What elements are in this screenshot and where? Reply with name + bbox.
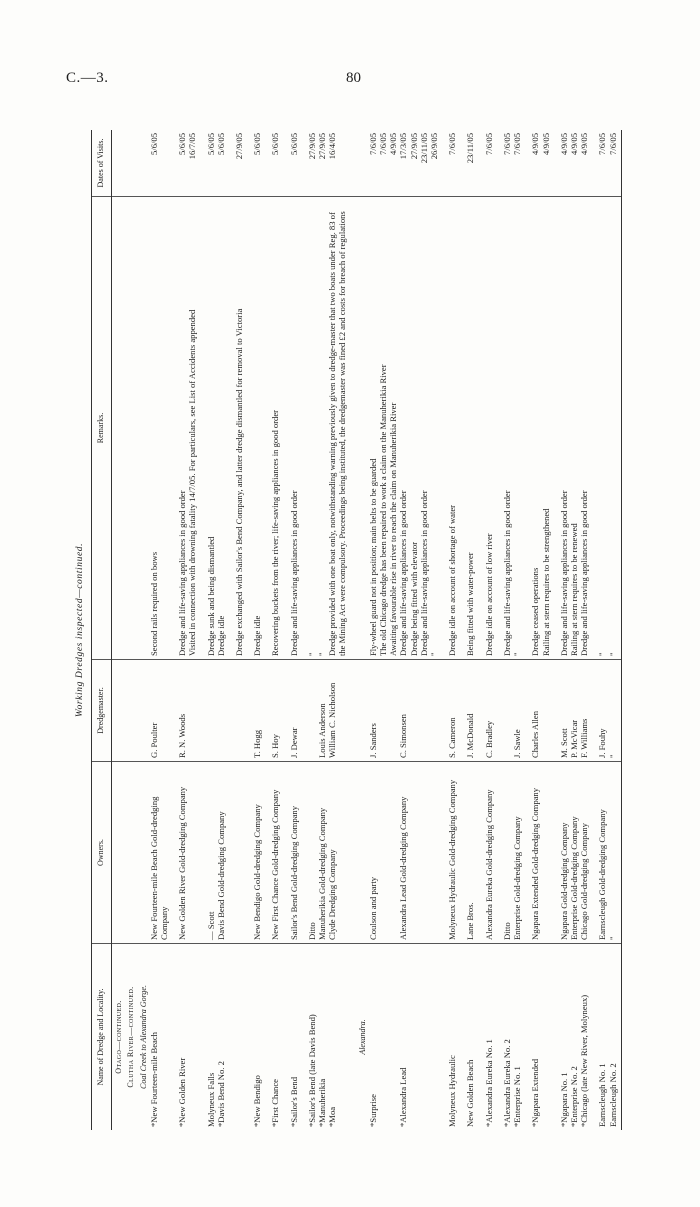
- owner-cell: New Golden River Gold-dredging Company: [177, 762, 187, 944]
- remarks-cell: Dredge sunk and being dismantled: [206, 197, 216, 660]
- dredgemaster-cell: C. Simonsen: [398, 660, 408, 762]
- remarks-cell: Dredge and life-saving appliances in good order: [559, 197, 569, 660]
- dredge-name-cell: [429, 944, 439, 1131]
- remarks-cell: Dredge idle: [252, 197, 262, 660]
- owner-cell: — Scott: [206, 762, 216, 944]
- dredge-name-cell: *Alexandra Eureka No. 1: [483, 1039, 494, 1127]
- table-row: [429, 130, 439, 1130]
- table-row: [216, 130, 226, 1130]
- visit-date-cell: 5/6/05: [216, 130, 226, 197]
- visit-date-cell: 5/6/05: [289, 130, 299, 197]
- dredgemaster-cell: S. Cameron: [447, 660, 457, 762]
- owner-cell: New Fourteen-mile Beach Gold-dredging Company: [149, 762, 169, 944]
- visit-date-cell: 7/6/05: [484, 130, 494, 197]
- table-row: [597, 130, 607, 1130]
- remarks-cell: Railing at stern requires to be renewed: [569, 197, 579, 660]
- dredge-name-cell: [409, 944, 419, 1131]
- dredgemaster-cell: S. Hoy: [270, 660, 280, 762]
- row-spacer: [244, 130, 252, 1130]
- visit-date-cell: 5/6/05: [252, 130, 262, 197]
- remarks-cell: Dredge idle: [216, 197, 226, 660]
- owner-cell: Earnscleugh Gold-dredging Company: [597, 762, 607, 944]
- remarks-cell: Dredge idle on account of shortage of water: [447, 197, 457, 660]
- dredge-name-cell: *New Bendigo: [252, 1075, 263, 1127]
- table-row: [409, 130, 419, 1130]
- dredge-name-cell: *Chicago (late New River, Molyneux): [579, 994, 590, 1127]
- table-row: [465, 130, 475, 1130]
- dredge-name-cell: [234, 944, 244, 1131]
- visit-date-cell: 4/9/05: [579, 130, 589, 197]
- visit-date-cell: 4/9/05: [559, 130, 569, 197]
- owner-cell: ": [608, 762, 618, 944]
- dredgemaster-cell: R. N. Woods: [177, 660, 187, 762]
- visit-date-cell: 16/4/05: [327, 130, 347, 197]
- row-spacer: [494, 130, 502, 1130]
- table-row: [149, 130, 169, 1130]
- dredgemaster-cell: [409, 660, 419, 762]
- dredge-name-cell: *Sailor's Bend (late Davis Bend): [306, 1014, 317, 1127]
- remarks-cell: Dredge being fitted with elevator: [409, 197, 419, 660]
- visit-date-cell: 5/6/05: [270, 130, 280, 197]
- dredge-name-cell: *Moa: [327, 1106, 338, 1127]
- dredgemaster-cell: G. Poulter: [149, 660, 169, 762]
- row-spacer: [299, 130, 307, 1130]
- owner-cell: [378, 762, 388, 944]
- remarks-cell: ": [307, 197, 317, 660]
- visit-date-cell: 27/9/05: [409, 130, 419, 197]
- table-row: [512, 130, 522, 1130]
- remarks-cell: Dredge provided with one boat only, notwithstanding warning previously given to dredge-master that two boats under Reg. 83 of the Mining Act were compulsory. Proceedings being instituted, the dredgemaster was fined £2 and costs for breach of regulations: [327, 197, 347, 660]
- owner-cell: Clyde Dredging Company: [327, 762, 347, 944]
- owner-cell: [429, 762, 439, 944]
- visit-date-cell: 16/7/05: [187, 130, 197, 197]
- remarks-cell: Being fitted with water-power: [465, 197, 475, 660]
- dredgemaster-cell: [216, 660, 226, 762]
- owner-cell: Sailor's Bend Gold-dredging Company: [289, 762, 299, 944]
- row-spacer: [439, 130, 447, 1130]
- dredge-name-cell: *Alexandra Lead: [398, 1067, 409, 1127]
- visit-date-cell: 23/11/05: [419, 130, 429, 197]
- table-body: [112, 130, 622, 1130]
- remarks-cell: ": [512, 197, 522, 660]
- section-row: [112, 130, 125, 1130]
- dredge-name-cell: [419, 944, 429, 1131]
- owner-cell: [388, 762, 398, 944]
- table-row: [177, 130, 187, 1130]
- dredgemaster-cell: Louis Anderson: [317, 660, 327, 762]
- owner-cell: Ditto: [307, 762, 317, 944]
- remarks-cell: Dredge and life-saving appliances in good order: [419, 197, 429, 660]
- page-number: 80: [346, 70, 361, 86]
- dredgemaster-cell: J. Sawle: [512, 660, 522, 762]
- owner-cell: Lane Bros.: [465, 762, 475, 944]
- dredgemaster-cell: [206, 660, 216, 762]
- table-title: Working Dredges inspected—continued.: [75, 542, 85, 718]
- section-row: [124, 130, 136, 1130]
- section-row: [137, 130, 149, 1130]
- table-row: [608, 130, 618, 1130]
- rotated-table-container: [75, 130, 675, 1130]
- visit-date-cell: 7/6/05: [608, 130, 618, 197]
- remarks-cell: Recovering buckets from the river; life-saving appliances in good order: [270, 197, 280, 660]
- visit-date-cell: 5/6/05: [206, 130, 216, 197]
- remarks-cell: Dredge and life-saving appliances in good order: [502, 197, 512, 660]
- row-spacer: [522, 130, 530, 1130]
- table-row: [307, 130, 317, 1130]
- visit-date-cell: 23/11/05: [465, 130, 475, 197]
- dredgemaster-cell: [388, 660, 398, 762]
- visit-date-cell: 27/9/05: [317, 130, 327, 197]
- table-row: [484, 130, 494, 1130]
- remarks-cell: Fly-wheel guard not in position; main belts to be guarded: [368, 197, 378, 660]
- remarks-cell: ": [597, 197, 607, 660]
- owner-cell: [541, 762, 551, 944]
- visit-date-cell: 17/3/05: [398, 130, 408, 197]
- owner-cell: Alexandra Lead Gold-dredging Company: [398, 762, 408, 944]
- table-bottom-rule: [618, 130, 622, 1130]
- remarks-cell: Dredge and life-saving appliances in good order: [177, 197, 187, 660]
- remarks-cell: Dredge and life-saving appliances in good order: [398, 197, 408, 660]
- row-spacer: [226, 130, 234, 1130]
- dredgemaster-cell: T. Hogg: [252, 660, 262, 762]
- dredgemaster-cell: J. Fouhy: [597, 660, 607, 762]
- owner-cell: [419, 762, 429, 944]
- dredge-name-cell: Molyneux Falls: [205, 1072, 216, 1127]
- table-row: [206, 130, 216, 1130]
- table-row: [289, 130, 299, 1130]
- visit-date-cell: 7/6/05: [512, 130, 522, 197]
- dredge-name-cell: *Enterprise No. 1: [512, 1066, 523, 1127]
- table-row: [317, 130, 327, 1130]
- dredge-name-cell: Molyneux Hydraulic: [447, 1055, 458, 1127]
- table-row: [388, 130, 398, 1130]
- remarks-cell: The old Chicago dredge has been repaired to work a claim on the Manuherikia River: [378, 197, 388, 660]
- dredge-name-cell: Earnscleugh No. 2: [607, 1063, 618, 1127]
- remarks-cell: Awaiting favourable rise in river to reach the claim on Manuherikia River: [388, 197, 398, 660]
- col-header-owners: Owners.: [92, 762, 112, 944]
- owner-cell: Ditto: [502, 762, 512, 944]
- table-row: [234, 130, 244, 1130]
- table-row: [559, 130, 569, 1130]
- owner-cell: Enterprise Gold-dredging Company: [512, 762, 522, 944]
- row-spacer: [281, 130, 289, 1130]
- dredge-name-cell: *New Golden River: [177, 1057, 188, 1127]
- owner-cell: Ngapara Extended Gold-dredging Company: [530, 762, 540, 944]
- section-alexandra: Alexandra.: [357, 1019, 367, 1055]
- row-spacer: [551, 130, 559, 1130]
- visit-date-cell: 26/9/05: [429, 130, 439, 197]
- dredgemaster-cell: ": [608, 660, 618, 762]
- visit-date-cell: 7/6/05: [502, 130, 512, 197]
- document-reference: C.—3.: [66, 70, 109, 86]
- dredgemaster-cell: [419, 660, 429, 762]
- section-coal-creek: Coal Creek to Alexandra Gorge.: [138, 985, 148, 1089]
- owner-cell: Davis Bend Gold-dredging Company: [216, 762, 226, 944]
- visit-date-cell: 7/6/05: [447, 130, 457, 197]
- visit-date-cell: 4/9/05: [388, 130, 398, 197]
- table-row: [270, 130, 280, 1130]
- visit-date-cell: 4/9/05: [541, 130, 551, 197]
- owner-cell: [409, 762, 419, 944]
- remarks-cell: Dredge and life-saving appliances in good order: [579, 197, 589, 660]
- dredge-name-cell: *Manuherikia: [317, 1078, 328, 1127]
- owner-cell: Alexandra Eureka Gold-dredging Company: [484, 762, 494, 944]
- table-row: [541, 130, 551, 1130]
- owner-cell: [187, 762, 197, 944]
- owner-cell: Molyneux Hydraulic Gold-dredging Company: [447, 762, 457, 944]
- remarks-cell: ": [317, 197, 327, 660]
- owner-cell: New First Chance Gold-dredging Company: [270, 762, 280, 944]
- remarks-cell: Second rails required on bows: [149, 197, 169, 660]
- dredge-name-cell: Earnscleugh No. 1: [597, 1063, 608, 1127]
- row-spacer: [262, 130, 270, 1130]
- table-row: [368, 130, 378, 1130]
- col-header-remarks: Remarks.: [92, 197, 112, 660]
- dredgemaster-cell: F. Williams: [579, 660, 589, 762]
- dredgemaster-cell: [187, 660, 197, 762]
- table-row: [378, 130, 388, 1130]
- col-header-dates: Dates of Visits.: [92, 130, 112, 197]
- dredge-name-cell: *New Fourteen-mile Beach: [148, 1032, 159, 1127]
- dredgemaster-cell: [429, 660, 439, 762]
- dredge-name-cell: *Enterprise No. 2: [568, 1066, 579, 1127]
- row-spacer: [348, 130, 356, 1130]
- table-row: [419, 130, 429, 1130]
- table-row: [579, 130, 589, 1130]
- dredgemaster-cell: [502, 660, 512, 762]
- section-otago: Otago—continued.: [114, 1000, 124, 1074]
- dredge-name-cell: *Davis Bend No. 2: [215, 1061, 226, 1127]
- visit-date-cell: 4/9/05: [530, 130, 540, 197]
- dredgemaster-cell: P. McVicar: [569, 660, 579, 762]
- visit-date-cell: 27/9/05: [234, 130, 244, 197]
- dredge-name-cell: *Surprise: [367, 1094, 378, 1127]
- dredgemaster-cell: William C. Nicholson: [327, 660, 347, 762]
- table-row: [398, 130, 408, 1130]
- dredge-name-cell: [378, 944, 388, 1131]
- remarks-cell: Railing at stern requires to be strengthened: [541, 197, 551, 660]
- dredgemaster-cell: [234, 660, 244, 762]
- dredge-name-cell: New Golden Beach: [465, 1059, 476, 1127]
- row-spacer: [198, 130, 206, 1130]
- table-row: [327, 130, 347, 1130]
- dredge-name-cell: *Sailor's Bend: [288, 1076, 299, 1127]
- dredge-name-cell: *Alexandra Eureka No. 2: [501, 1039, 512, 1127]
- dredgemaster-cell: J. McDonald: [465, 660, 475, 762]
- row-spacer: [476, 130, 484, 1130]
- table-row: [502, 130, 512, 1130]
- dredgemaster-cell: Charles Allen: [530, 660, 540, 762]
- dredgemaster-cell: C. Bradley: [484, 660, 494, 762]
- dredgemaster-cell: M. Scott: [559, 660, 569, 762]
- dredge-name-cell: *Ngapara No. 1: [558, 1072, 569, 1127]
- visit-date-cell: 5/6/05: [177, 130, 187, 197]
- dredgemaster-cell: J. Sanders: [368, 660, 378, 762]
- remarks-cell: ": [608, 197, 618, 660]
- dredge-name-cell: *Ngapara Extended: [530, 1058, 541, 1127]
- remarks-cell: Visited in connection with drowning fatality 14/7/05. For particulars, see List of Accidents appended: [187, 197, 197, 660]
- dredge-name-cell: [541, 944, 551, 1131]
- table-header-row: [92, 130, 112, 1130]
- section-clutha: Clutha River—continued.: [126, 986, 136, 1088]
- owner-cell: Chicago Gold-dredging Company: [579, 762, 589, 944]
- row-spacer: [457, 130, 465, 1130]
- dredge-name-cell: [187, 944, 197, 1131]
- remarks-cell: Dredge idle on account of low river: [484, 197, 494, 660]
- section-row: [356, 130, 368, 1130]
- row-spacer: [589, 130, 597, 1130]
- col-header-dredgemaster: Dredgemaster.: [92, 660, 112, 762]
- dredge-name-cell: *First Chance: [270, 1079, 281, 1127]
- table-row: [569, 130, 579, 1130]
- table-row: [187, 130, 197, 1130]
- visit-date-cell: 7/6/05: [368, 130, 378, 197]
- dredgemaster-cell: J. Dewar: [289, 660, 299, 762]
- visit-date-cell: 4/9/05: [569, 130, 579, 197]
- dredge-name-cell: [388, 944, 398, 1131]
- remarks-cell: ": [429, 197, 439, 660]
- visit-date-cell: 5/6/05: [149, 130, 169, 197]
- visit-date-cell: 7/6/05: [378, 130, 388, 197]
- owner-cell: Manuherikia Gold-dredging Company: [317, 762, 327, 944]
- dredgemaster-cell: [541, 660, 551, 762]
- dredges-table: [91, 130, 622, 1130]
- table-row: [252, 130, 262, 1130]
- dredgemaster-cell: [307, 660, 317, 762]
- owner-cell: Coulson and party: [368, 762, 378, 944]
- owner-cell: Ngapara Gold-dredging Company: [559, 762, 569, 944]
- table-row: [447, 130, 457, 1130]
- remarks-cell: Dredge ceased operations: [530, 197, 540, 660]
- owner-cell: [234, 762, 244, 944]
- remarks-cell: Dredge exchanged with Sailor's Bend Company, and latter dredge dismantled for removal to Victoria: [234, 197, 244, 660]
- table-row: [530, 130, 540, 1130]
- visit-date-cell: 7/6/05: [597, 130, 607, 197]
- owner-cell: New Bendigo Gold-dredging Company: [252, 762, 262, 944]
- owner-cell: Enterprise Gold-dredging Company: [569, 762, 579, 944]
- row-spacer: [169, 130, 177, 1130]
- col-header-name: Name of Dredge and Locality.: [92, 944, 112, 1131]
- dredgemaster-cell: [378, 660, 388, 762]
- visit-date-cell: 27/9/05: [307, 130, 317, 197]
- remarks-cell: Dredge and life-saving appliances in good order: [289, 197, 299, 660]
